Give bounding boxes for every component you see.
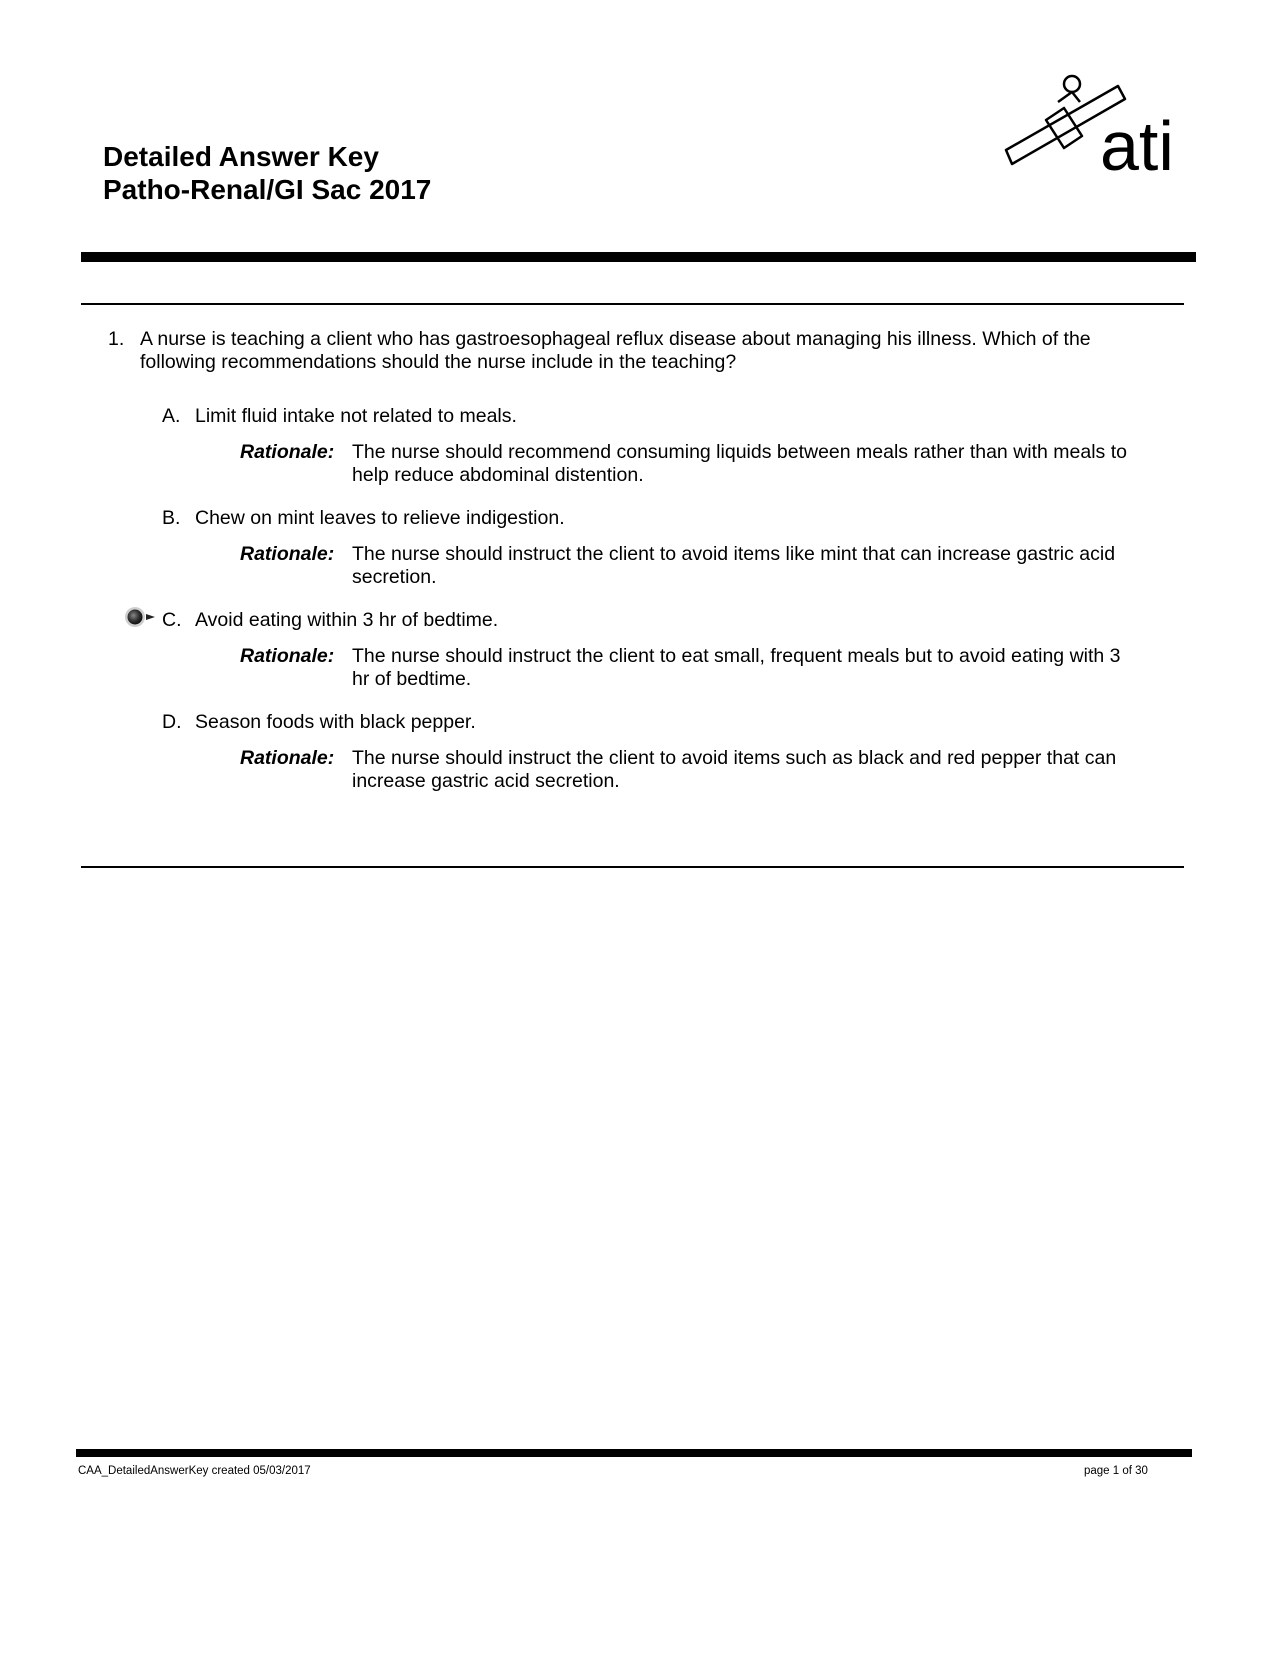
option-a: [162, 405, 517, 428]
option-letter: A.: [162, 405, 181, 427]
option-letter: B.: [162, 507, 181, 529]
rationale-d: [240, 747, 1140, 793]
option-d: [162, 711, 476, 734]
footer-rule: [76, 1449, 1192, 1457]
question-number: 1.: [108, 328, 125, 350]
header-rule: [81, 252, 1196, 262]
question-stem: A nurse is teaching a client who has gastroesophageal reflux disease about managing his illness. Which of the following recommendations should the nurse include in the teaching?: [140, 328, 1091, 373]
rationale-label: Rationale:: [240, 543, 335, 565]
option-text: Chew on mint leaves to relieve indigestion.: [195, 507, 565, 529]
option-letter: C.: [162, 609, 182, 631]
option-text: Limit fluid intake not related to meals.: [195, 405, 517, 427]
rationale-a: [240, 441, 1140, 487]
title-line-2: Patho-Renal/GI Sac 2017: [103, 174, 432, 205]
rationale-b: [240, 543, 1140, 589]
rationale-c: [240, 645, 1140, 691]
option-text: Avoid eating within 3 hr of bedtime.: [195, 609, 499, 631]
rationale-label: Rationale:: [240, 441, 335, 463]
option-letter: D.: [162, 711, 182, 733]
question-top-rule: [81, 303, 1184, 305]
ati-logo: [1000, 72, 1200, 190]
rationale-label: Rationale:: [240, 747, 335, 769]
option-b: [162, 507, 565, 530]
logo-text: ati: [1100, 107, 1174, 185]
rationale-text: The nurse should instruct the client to eat small, frequent meals but to avoid eating with 3 hr of bedtime.: [352, 645, 1121, 690]
rationale-text: The nurse should instruct the client to avoid items such as black and red pepper that can increase gastric acid secretion.: [352, 747, 1117, 792]
option-text: Season foods with black pepper.: [195, 711, 476, 733]
rationale-label: Rationale:: [240, 645, 335, 667]
rationale-text: The nurse should recommend consuming liquids between meals rather than with meals to help reduce abdominal distention.: [352, 441, 1127, 486]
question-1: [108, 328, 1168, 374]
footer-page-number: page 1 of 30: [1084, 1465, 1148, 1477]
page-title: [103, 140, 431, 206]
rationale-text: The nurse should instruct the client to avoid items like mint that can increase gastric acid secretion.: [352, 543, 1116, 588]
question-bottom-rule: [81, 866, 1184, 868]
option-c: [162, 609, 498, 632]
title-line-1: Detailed Answer Key: [103, 141, 379, 172]
footer-created: CAA_DetailedAnswerKey created 05/03/2017: [78, 1465, 311, 1477]
selected-answer-marker-icon: [124, 606, 158, 628]
